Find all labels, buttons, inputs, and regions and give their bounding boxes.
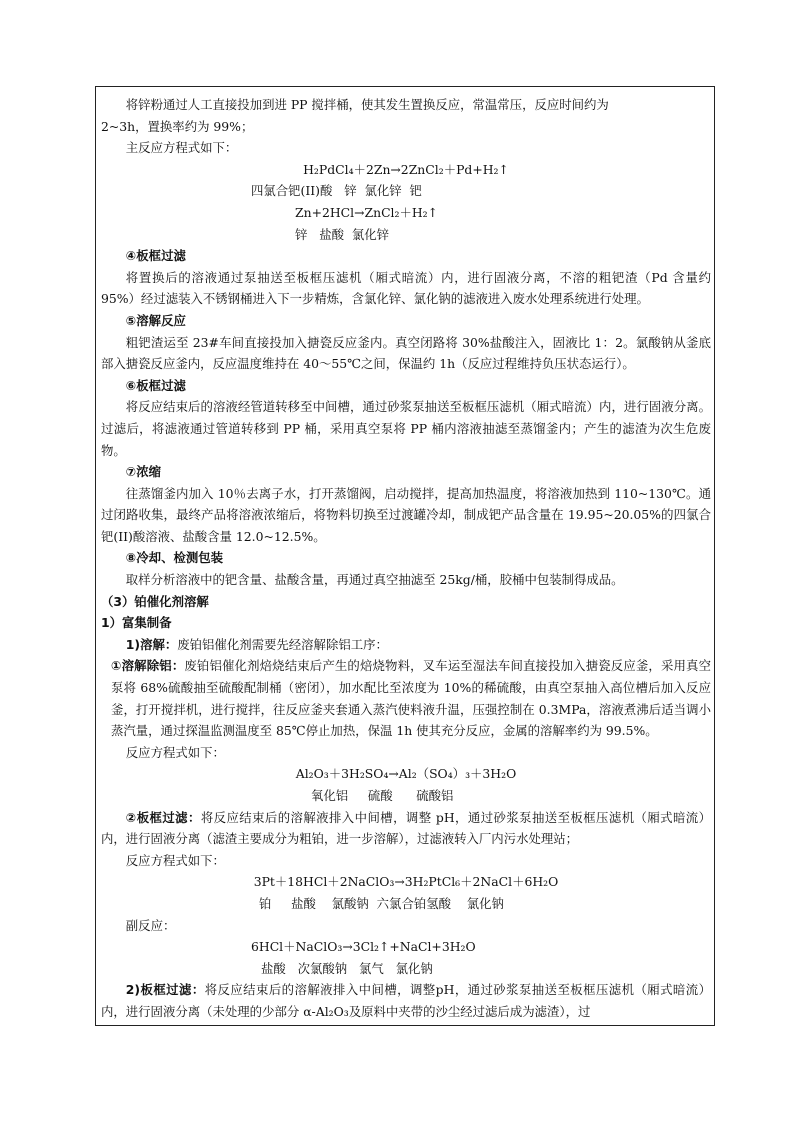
label-dissolution: 1)溶解： <box>125 636 178 652</box>
equation-secondary-labels: 锌 盐酸 氯化锌 <box>295 226 390 242</box>
equation-main-labels: 四氯合钯(II)酸 锌 氯化锌 钯 <box>251 183 422 199</box>
equation-intro-2: 反应方程式如下： <box>125 744 225 760</box>
side-reaction-intro: 副反应： <box>125 917 176 933</box>
para-step-4: 将置换后的溶液通过泵抽送至板框压滤机（厢式暗流）内，进行固液分离，不溶的粗钯渣（Pd 含量约 95%）经过滤装入不锈钢桶进入下一步精炼，含氯化锌、氯化钠的滤液进入废水处理系统进行处理。 <box>101 269 711 307</box>
equation-intro: 主反应方程式如下： <box>125 140 238 156</box>
heading-enrichment: 1）富集制备 <box>101 615 172 631</box>
equation-side-labels: 盐酸 次氯酸钠 氯气 氯化钠 <box>261 960 433 976</box>
text-dissolution: 废铂铝催化剂需要先经溶解除铝工序： <box>177 636 388 652</box>
para-zinc-addition-cont: 2~3h，置换率约为 99%； <box>101 118 254 134</box>
heading-step-6: ⑥板框过滤 <box>125 377 186 393</box>
heading-step-4: ④板框过滤 <box>125 248 186 264</box>
text-dealuminization: 废铂铝催化剂焙烧结束后产生的焙烧物料，叉车运至湿法车间直接投加入搪瓷反应釜，采用真空泵将 68%硫酸抽至硫酸配制桶（密闭），加水配比至浓度为 10%的稀硫酸，由真空泵抽入高位槽后加入反应釜，打开搅拌机，进行搅拌，往反应釜夹套通入蒸汽使料液升温，压强控制在 0.3MPa，溶液煮沸后适当调小蒸汽量，通过探温监测温度至 85℃停止加热，保温 1h 使其充分反应，金属的溶解率约为 99.5%。 <box>111 658 711 739</box>
heading-step-5: ⑤溶解反应 <box>125 312 186 328</box>
label-filter-1: ②板框过滤： <box>125 809 201 825</box>
document-body <box>101 94 711 1023</box>
para-zinc-addition: 将锌粉通过人工直接投加到进 PP 搅拌桶，使其发生置换反应，常温常压，反应时间约为 <box>125 97 609 112</box>
label-dealuminization: ①溶解除铝： <box>111 658 185 674</box>
equation-alumina-labels: 氧化铝 硫酸 硫酸铝 <box>311 788 454 803</box>
equation-side: 6HCl＋NaClO₃→3Cl₂↑+NaCl+3H₂O <box>251 939 476 955</box>
equation-platinum: 3Pt＋18HCl＋2NaClO₃→3H₂PtCl₆＋2NaCl＋6H₂O <box>253 874 559 890</box>
heading-section-3: （3）铂催化剂溶解 <box>101 593 209 609</box>
equation-secondary: Zn+2HCl→ZnCl₂＋H₂↑ <box>295 204 439 220</box>
para-step-5: 粗钯渣运至 23#车间直接投加入搪瓷反应釜内。真空闭路将 30%盐酸注入，固液比 1：2。氯酸钠从釜底部入搪瓷反应釜内，反应温度维持在 40～55℃之间，保温约 1h（反应过程维持负压状态运行）。 <box>101 334 711 372</box>
para-step-6: 将反应结束后的溶液经管道转移至中间槽，通过砂浆泵抽送至板框压滤机（厢式暗流）内，进行固液分离。过滤后，将滤液通过管道转移到 PP 桶，采用真空泵将 PP 桶内溶液抽滤至蒸馏釜内；产生的滤渣为次生危废物。 <box>101 399 711 458</box>
heading-step-7: ⑦浓缩 <box>125 464 162 480</box>
text-filter-1: 将反应结束后的溶解液排入中间槽，调整 pH，通过砂浆泵抽送至板框压滤机（厢式暗流）内，进行固液分离（滤渣主要成分为粗铂，进一步溶解），过滤液转入厂内污水处理站； <box>101 809 711 847</box>
equation-main: H₂PdCl₄＋2Zn→2ZnCl₂＋Pd+H₂↑ <box>303 161 509 177</box>
equation-platinum-labels: 铂 盐酸 氯酸钠 六氯合铂氢酸 氯化钠 <box>259 895 504 911</box>
para-step-7: 往蒸馏釜内加入 10％去离子水，打开蒸馏阀，启动搅拌，提高加热温度，将溶液加热到 110~130℃。通过闭路收集，最终产品将溶液浓缩后，将物料切换至过渡罐冷却，制成钯产品含量在 19.95~20.05%的四氯合钯(II)酸溶液、盐酸含量 12.0~12.5%。 <box>101 485 711 544</box>
equation-alumina: Al₂O₃＋3H₂SO₄→Al₂（SO₄）₃＋3H₂O <box>295 766 517 782</box>
label-filter-2: 2)板框过滤： <box>125 982 205 998</box>
text-filter-2: 将反应结束后的溶解液排入中间槽，调整pH，通过砂浆泵抽送至板框压滤机（厢式暗流）内，进行固液分离（未处理的少部分 α-Al₂O₃及原料中夹带的沙尘经过滤后成为滤渣），过 <box>101 982 711 1019</box>
equation-intro-3: 反应方程式如下： <box>125 852 225 868</box>
para-step-8: 取样分析溶液中的钯含量、盐酸含量，再通过真空抽滤至 25kg/桶，胶桶中包装制得成品。 <box>125 572 624 588</box>
heading-step-8: ⑧冷却、检测包装 <box>125 550 224 566</box>
